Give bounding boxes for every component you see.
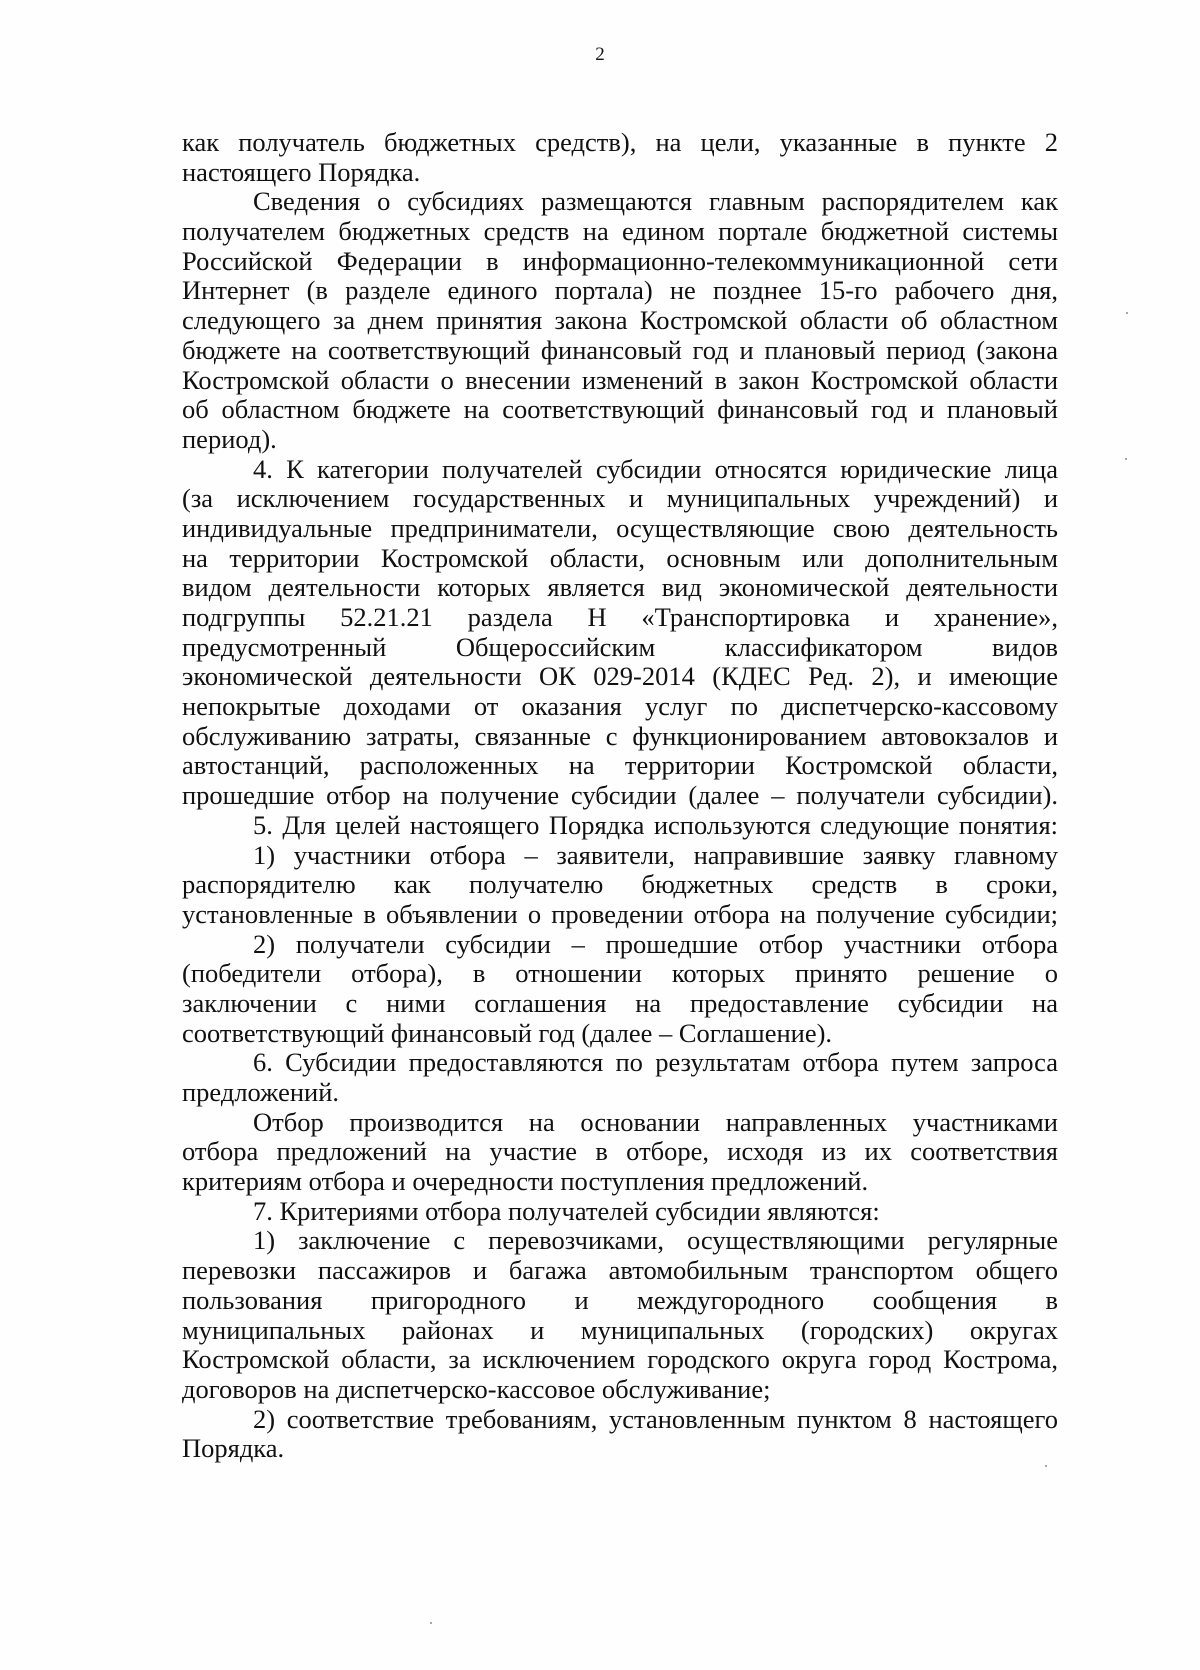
text-line: экономической деятельности ОК 029-2014 (КДЕС Ред. 2), и имеющие — [182, 661, 1058, 692]
text-line: 6. Субсидии предоставляются по результатам отбора путем запроса — [253, 1047, 1058, 1078]
text-line: 4. К категории получателей субсидии относятся юридические лица — [253, 453, 1058, 484]
text-line: на территории Костромской области, основным или дополнительным — [182, 542, 1058, 573]
text-line: автостанций, расположенных на территории Костромской области, — [182, 750, 1058, 781]
text-line: Сведения о субсидиях размещаются главным распорядителем как — [253, 186, 1058, 217]
text-line: установленные в объявлении о проведении отбора на получение субсидии; — [182, 898, 1058, 929]
text-line: 1) участники отбора – заявители, направившие заявку главному — [253, 839, 1058, 870]
text-line: следующего за днем принятия закона Костромской области об областном — [182, 305, 1058, 336]
text-line: договоров на диспетчерско-кассовое обслуживание; — [182, 1373, 771, 1404]
text-line: как получатель бюджетных средств), на цели, указанные в пункте 2 — [182, 127, 1058, 157]
text-line: (за исключением государственных и муниципальных учреждений) и — [182, 483, 1058, 514]
text-line: обслуживанию затраты, связанные с функционированием автовокзалов и — [182, 720, 1058, 751]
text-line: предусмотренный Общероссийским классификатором видов — [182, 631, 1058, 662]
text-line: об областном бюджете на соответствующий финансовый год и плановый — [182, 394, 1058, 425]
text-line: 2) получатели субсидии – прошедшие отбор участники отбора — [253, 928, 1058, 959]
text-line: прошедшие отбор на получение субсидии (далее – получатели субсидии). — [182, 780, 1058, 811]
scan-speck — [1045, 1465, 1047, 1467]
scan-speck — [1125, 458, 1127, 460]
text-line: критериям отбора и очередности поступления предложений. — [182, 1166, 869, 1197]
page-number: 2 — [595, 44, 605, 65]
text-line: соответствующий финансовый год (далее – Соглашение). — [182, 1017, 833, 1048]
text-line: 7. Критериями отбора получателей субсидии являются: — [253, 1195, 880, 1226]
text-line: непокрытые доходами от оказания услуг по диспетчерско-кассовому — [182, 691, 1058, 722]
text-line: Российской Федерации в информационно-телекоммуникационной сети — [182, 245, 1058, 276]
text-line: бюджете на соответствующий финансовый год и плановый период (закона — [182, 334, 1058, 365]
text-line: получателем бюджетных средств на едином портале бюджетной системы — [182, 216, 1058, 247]
text-line: 2) соответствие требованиям, установленным пунктом 8 настоящего — [253, 1403, 1058, 1434]
text-line: 5. Для целей настоящего Порядка используются следующие понятия: — [253, 809, 1058, 840]
text-line: муниципальных районах и муниципальных (городских) округах — [182, 1314, 1058, 1345]
text-line: Костромской области, за исключением городского округа город Кострома, — [182, 1344, 1058, 1375]
text-line: Интернет (в разделе единого портала) не позднее 15-го рабочего дня, — [182, 275, 1058, 306]
scan-speck — [1126, 312, 1128, 314]
text-line: период). — [182, 423, 277, 454]
text-line: перевозки пассажиров и багажа автомобильным транспортом общего — [182, 1255, 1058, 1286]
text-line: отбора предложений на участие в отборе, исходя из их соответствия — [182, 1136, 1058, 1167]
text-line: индивидуальные предприниматели, осуществляющие свою деятельность — [182, 512, 1058, 543]
text-line: заключении с ними соглашения на предоставление субсидии на — [182, 987, 1058, 1018]
text-line: пользования пригородного и междугородного сообщения в — [182, 1284, 1058, 1315]
text-line: Костромской области о внесении изменений в закон Костромской области — [182, 364, 1058, 395]
text-line: (победители отбора), в отношении которых принято решение о — [182, 958, 1058, 989]
text-line: подгруппы 52.21.21 раздела H «Транспортировка и хранение», — [182, 602, 1058, 632]
scan-speck — [430, 1622, 432, 1624]
text-line: настоящего Порядка. — [182, 156, 421, 187]
text-line: распорядителю как получателю бюджетных средств в сроки, — [182, 869, 1058, 900]
text-line: Отбор производится на основании направленных участниками — [253, 1106, 1058, 1137]
text-line: видом деятельности которых является вид экономической деятельности — [182, 572, 1058, 603]
document-body — [182, 128, 1058, 1464]
text-line: Порядка. — [182, 1433, 285, 1464]
text-line: предложений. — [182, 1077, 340, 1107]
text-line: 1) заключение с перевозчиками, осуществляющими регулярные — [253, 1225, 1058, 1256]
